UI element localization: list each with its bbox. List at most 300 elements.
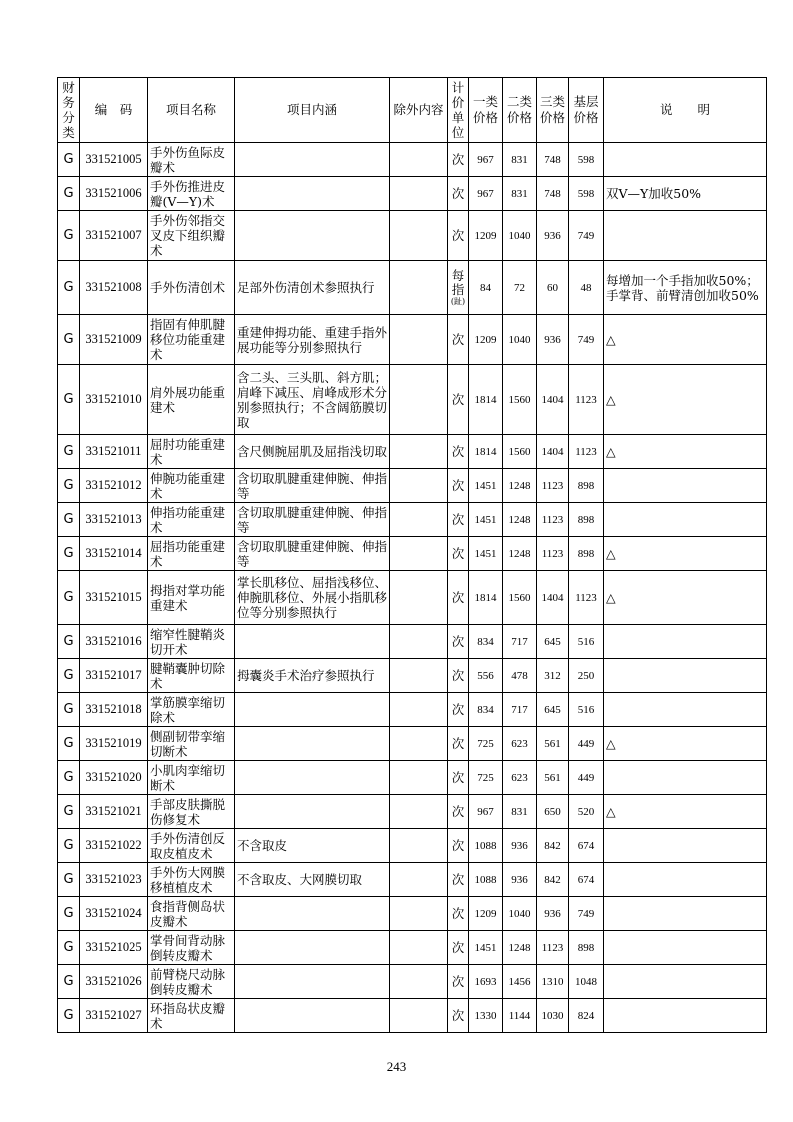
cell-code-text: 331521018 [85,702,142,716]
cell-price-base [569,795,604,829]
cell-content-text: 含尺侧腕屈肌及屈指浅切取 [237,444,388,459]
cell-price3 [537,261,569,315]
cell-note [604,727,767,761]
cell-price1 [469,931,503,965]
cell-price1 [469,469,503,503]
cell-price3-text: 842 [544,839,561,852]
header-category: 财务分类 [58,78,80,143]
cell-name [148,537,235,571]
cell-note [604,999,767,1033]
cell-category [58,931,80,965]
cell-name [148,659,235,693]
cell-code-text: 331521005 [85,152,142,166]
cell-category [58,965,80,999]
cell-price1-text: 1088 [474,839,497,852]
cell-price-base-text: 516 [577,703,595,716]
cell-price2 [503,571,537,625]
cell-content [235,625,390,659]
cell-content [235,143,390,177]
cell-unit-text: 次 [451,331,465,347]
cell-name [148,571,235,625]
cell-price2-text: 72 [514,281,525,294]
cell-unit [448,315,469,365]
cell-category [58,365,80,435]
cell-unit [448,365,469,435]
cell-price1 [469,863,503,897]
header-note: 说 明 [604,78,767,143]
cell-category [58,693,80,727]
table-row [58,211,767,261]
cell-price-base-text: 48 [580,281,592,294]
cell-price3 [537,503,569,537]
cell-content [235,931,390,965]
table-row [58,931,767,965]
cell-code-text: 331521010 [85,392,142,406]
cell-name-text: 前臂桡尺动脉倒转皮瓣术 [150,966,226,997]
cell-content [235,365,390,435]
cell-category-text: G [63,228,74,243]
cell-unit [448,693,469,727]
cell-content-text: 含切取肌腱重建伸腕、伸指等 [237,504,388,535]
cell-exclusions [390,795,448,829]
cell-category-text: G [63,872,74,887]
cell-code-text: 331521014 [85,546,142,560]
cell-code [80,503,148,537]
table-row [58,727,767,761]
cell-name [148,211,235,261]
cell-unit-text: 次 [451,151,465,167]
cell-unit-text: 次 [451,973,465,989]
cell-price1 [469,727,503,761]
cell-price2 [503,537,537,571]
cell-code-text: 331521013 [85,512,142,526]
cell-unit [448,999,469,1033]
cell-price3 [537,761,569,795]
cell-price-base [569,761,604,795]
cell-note-text: △ [606,546,616,561]
cell-exclusions [390,211,448,261]
cell-price1 [469,965,503,999]
cell-name-text: 小肌肉挛缩切断术 [150,762,226,793]
cell-price1 [469,503,503,537]
cell-exclusions [390,625,448,659]
header-price-base: 基层价格 [569,78,604,143]
cell-code-text: 331521025 [85,940,142,954]
cell-code-text: 331521011 [85,444,142,458]
header-code: 编 码 [80,78,148,143]
table-row [58,829,767,863]
cell-code [80,795,148,829]
cell-price2 [503,931,537,965]
cell-price1-text: 1451 [474,941,497,954]
cell-code [80,999,148,1033]
cell-price1 [469,435,503,469]
cell-price-base [569,211,604,261]
cell-price2 [503,503,537,537]
cell-name [148,177,235,211]
cell-price-base-text: 749 [577,907,595,920]
cell-code [80,693,148,727]
cell-note [604,931,767,965]
cell-content [235,315,390,365]
cell-name [148,999,235,1033]
cell-price1-text: 1209 [474,229,497,242]
cell-content [235,571,390,625]
cell-price-base-text: 898 [577,941,595,954]
cell-unit-text: 次 [451,735,465,751]
cell-price2-text: 1456 [508,975,531,988]
cell-code [80,931,148,965]
table-row [58,143,767,177]
cell-content-text: 含切取肌腱重建伸腕、伸指等 [237,538,388,569]
cell-price2-text: 1248 [508,547,531,560]
cell-unit-text: 次 [451,769,465,785]
cell-price1 [469,537,503,571]
cell-price-base-text: 824 [577,1009,595,1022]
cell-name-text: 掌筋膜挛缩切除术 [150,694,226,725]
cell-price3-text: 60 [547,281,558,294]
cell-price-base [569,727,604,761]
cell-code [80,435,148,469]
cell-price3-text: 645 [544,703,561,716]
cell-note-text: △ [606,736,616,751]
cell-price-base [569,537,604,571]
cell-price2 [503,177,537,211]
cell-note [604,625,767,659]
cell-code-text: 331521015 [85,590,142,604]
cell-category [58,659,80,693]
cell-code-text: 331521008 [85,280,142,294]
cell-price1 [469,693,503,727]
cell-price3 [537,965,569,999]
table-row [58,965,767,999]
cell-category-text: G [63,478,74,493]
cell-price2 [503,469,537,503]
cell-exclusions [390,143,448,177]
table-row [58,469,767,503]
cell-unit-text: 次 [451,701,465,717]
cell-code [80,211,148,261]
cell-name-text: 屈肘功能重建术 [150,436,226,467]
cell-price1 [469,315,503,365]
cell-category [58,761,80,795]
cell-price1 [469,365,503,435]
cell-category [58,571,80,625]
cell-name-text: 伸腕功能重建术 [150,470,226,501]
cell-price3-text: 1404 [541,393,564,406]
cell-price2 [503,829,537,863]
cell-unit [448,965,469,999]
header-price1: 一类价格 [469,78,503,143]
cell-category [58,469,80,503]
cell-name-text: 缩窄性腱鞘炎切开术 [150,626,226,657]
cell-note [604,897,767,931]
cell-content [235,965,390,999]
cell-price3 [537,931,569,965]
cell-name [148,315,235,365]
cell-unit-text: 次 [451,511,465,527]
cell-price2-text: 1144 [508,1009,531,1022]
cell-price2 [503,625,537,659]
cell-content [235,727,390,761]
cell-content [235,897,390,931]
cell-price-base-text: 520 [577,805,595,818]
cell-price-base-text: 598 [577,153,595,166]
cell-price2-text: 831 [511,187,528,200]
cell-price2-text: 623 [511,771,528,784]
cell-name [148,863,235,897]
header-content: 项目内涵 [235,78,390,143]
cell-price1-text: 725 [477,737,494,750]
table-row [58,365,767,435]
header-exclusions: 除外内容 [390,78,448,143]
cell-code [80,625,148,659]
cell-code [80,659,148,693]
cell-code [80,897,148,931]
cell-unit-text: 次 [451,589,465,605]
cell-name-text: 手外伤大网膜移植植皮术 [150,864,226,895]
cell-category-text: G [63,702,74,717]
cell-content [235,761,390,795]
cell-unit-text: 次 [451,545,465,561]
cell-note [604,863,767,897]
cell-price3-text: 842 [544,873,561,886]
cell-name [148,143,235,177]
cell-category-text: G [63,392,74,407]
cell-code [80,365,148,435]
cell-code [80,863,148,897]
cell-price-base [569,503,604,537]
cell-note [604,177,767,211]
cell-price3 [537,365,569,435]
cell-price2 [503,761,537,795]
cell-category [58,503,80,537]
cell-price1-text: 1451 [474,547,497,560]
cell-unit-text: 次 [451,477,465,493]
cell-unit [448,727,469,761]
cell-price1-text: 834 [477,635,494,648]
cell-exclusions [390,693,448,727]
cell-price-base-text: 1123 [575,591,597,604]
cell-price-base-text: 749 [577,229,595,242]
cell-category [58,999,80,1033]
cell-unit-text: 次 [451,871,465,887]
table-row [58,177,767,211]
cell-price1-text: 1814 [474,393,497,406]
cell-note-text: △ [606,804,616,819]
cell-price3-text: 1123 [541,479,564,492]
cell-content-text: 拇囊炎手术治疗参照执行 [237,668,375,683]
cell-name-text: 屈指功能重建术 [150,538,226,569]
cell-note-text: △ [606,444,616,459]
cell-price2 [503,261,537,315]
cell-name [148,897,235,931]
cell-unit-text: 次 [451,837,465,853]
cell-name-text: 侧副韧带挛缩切断术 [150,728,226,759]
cell-price2-text: 1560 [508,591,531,604]
cell-note [604,659,767,693]
cell-price1 [469,261,503,315]
cell-price3 [537,863,569,897]
cell-content [235,829,390,863]
cell-price-base [569,625,604,659]
cell-price3 [537,469,569,503]
cell-category-text: G [63,906,74,921]
cell-category [58,829,80,863]
cell-price-base-text: 674 [577,839,595,852]
cell-price-base-text: 1048 [575,975,597,988]
table-row [58,261,767,315]
table-row [58,315,767,365]
cell-unit [448,469,469,503]
cell-content [235,261,390,315]
cell-note [604,829,767,863]
cell-code-text: 331521023 [85,872,142,886]
cell-price-base-text: 898 [577,547,595,560]
cell-price1-text: 967 [477,187,494,200]
cell-code-text: 331521026 [85,974,142,988]
cell-category-text: G [63,590,74,605]
cell-price2-text: 936 [511,839,528,852]
cell-name [148,261,235,315]
cell-exclusions [390,571,448,625]
cell-price1-text: 725 [477,771,494,784]
cell-price3-text: 748 [544,187,561,200]
cell-unit [448,211,469,261]
cell-category-text: G [63,152,74,167]
cell-unit-text: 次 [451,1007,465,1023]
cell-price2-text: 1248 [508,479,531,492]
cell-price1-text: 967 [477,805,494,818]
cell-code-text: 331521020 [85,770,142,784]
cell-code-text: 331521012 [85,478,142,492]
cell-unit [448,537,469,571]
cell-code [80,537,148,571]
cell-price2-text: 717 [511,635,528,648]
cell-price-base-text: 674 [577,873,595,886]
cell-note [604,435,767,469]
cell-price1 [469,659,503,693]
cell-price1-text: 1451 [474,479,497,492]
cell-price1-text: 1209 [474,907,497,920]
cell-name-text: 手外伤清创反取皮植皮术 [150,830,226,861]
cell-price3-text: 1030 [541,1009,564,1022]
cell-price-base [569,365,604,435]
cell-price1-text: 1814 [474,591,497,604]
cell-price-base [569,863,604,897]
cell-note-text: △ [606,590,616,605]
cell-price-base [569,469,604,503]
cell-exclusions [390,537,448,571]
cell-price-base [569,897,604,931]
cell-price2-text: 1248 [508,513,531,526]
cell-price-base [569,315,604,365]
cell-category [58,435,80,469]
cell-price-base-text: 1123 [575,445,597,458]
cell-price-base-text: 749 [577,333,595,346]
cell-content-text: 含切取肌腱重建伸腕、伸指等 [237,470,388,501]
cell-name [148,503,235,537]
cell-category-text: G [63,546,74,561]
cell-price-base [569,177,604,211]
cell-price3-text: 650 [544,805,561,818]
cell-code [80,965,148,999]
cell-price1 [469,625,503,659]
cell-price1 [469,143,503,177]
cell-name [148,435,235,469]
cell-price2 [503,315,537,365]
cell-unit [448,571,469,625]
cell-price1-text: 1088 [474,873,497,886]
cell-exclusions [390,761,448,795]
cell-price3-text: 1404 [541,591,564,604]
cell-name-text: 环指岛状皮瓣术 [150,1000,226,1031]
cell-code-text: 331521009 [85,332,142,346]
cell-code [80,261,148,315]
cell-price-base [569,143,604,177]
cell-category [58,897,80,931]
cell-code-text: 331521007 [85,228,142,242]
cell-price2 [503,693,537,727]
cell-price1-text: 556 [477,669,494,682]
cell-price3-text: 936 [544,333,561,346]
cell-exclusions [390,365,448,435]
cell-unit [448,931,469,965]
cell-content-text: 掌长肌移位、屈指浅移位、伸腕肌移位、外展小指肌移位等分别参照执行 [237,575,388,620]
cell-price1 [469,829,503,863]
cell-note-text: 双V—Y加收50% [606,186,702,201]
cell-unit-text: 次 [451,803,465,819]
cell-price-base [569,435,604,469]
cell-category [58,537,80,571]
cell-category [58,863,80,897]
cell-name [148,469,235,503]
cell-note-text: △ [606,392,616,407]
cell-content [235,863,390,897]
cell-unit-text: 次 [451,391,465,407]
cell-price3 [537,659,569,693]
header-price2: 二类价格 [503,78,537,143]
cell-price3 [537,625,569,659]
cell-unit-text: 次 [451,633,465,649]
cell-price3-text: 645 [544,635,561,648]
cell-price1 [469,999,503,1033]
cell-category-text: G [63,634,74,649]
cell-note [604,315,767,365]
cell-price3 [537,795,569,829]
cell-name-text: 手外伤鱼际皮瓣术 [150,144,226,175]
cell-code [80,177,148,211]
cell-note [604,143,767,177]
cell-price2 [503,965,537,999]
cell-unit [448,897,469,931]
table-row [58,761,767,795]
cell-name [148,761,235,795]
cell-price-base-text: 898 [577,479,595,492]
cell-price2 [503,435,537,469]
cell-content [235,211,390,261]
cell-note [604,571,767,625]
cell-exclusions [390,435,448,469]
cell-price1 [469,761,503,795]
cell-category [58,261,80,315]
cell-note [604,261,767,315]
cell-unit [448,795,469,829]
cell-name-text: 指固有伸肌腱移位功能重建术 [150,317,226,362]
cell-exclusions [390,177,448,211]
cell-price-base [569,693,604,727]
cell-unit [448,435,469,469]
